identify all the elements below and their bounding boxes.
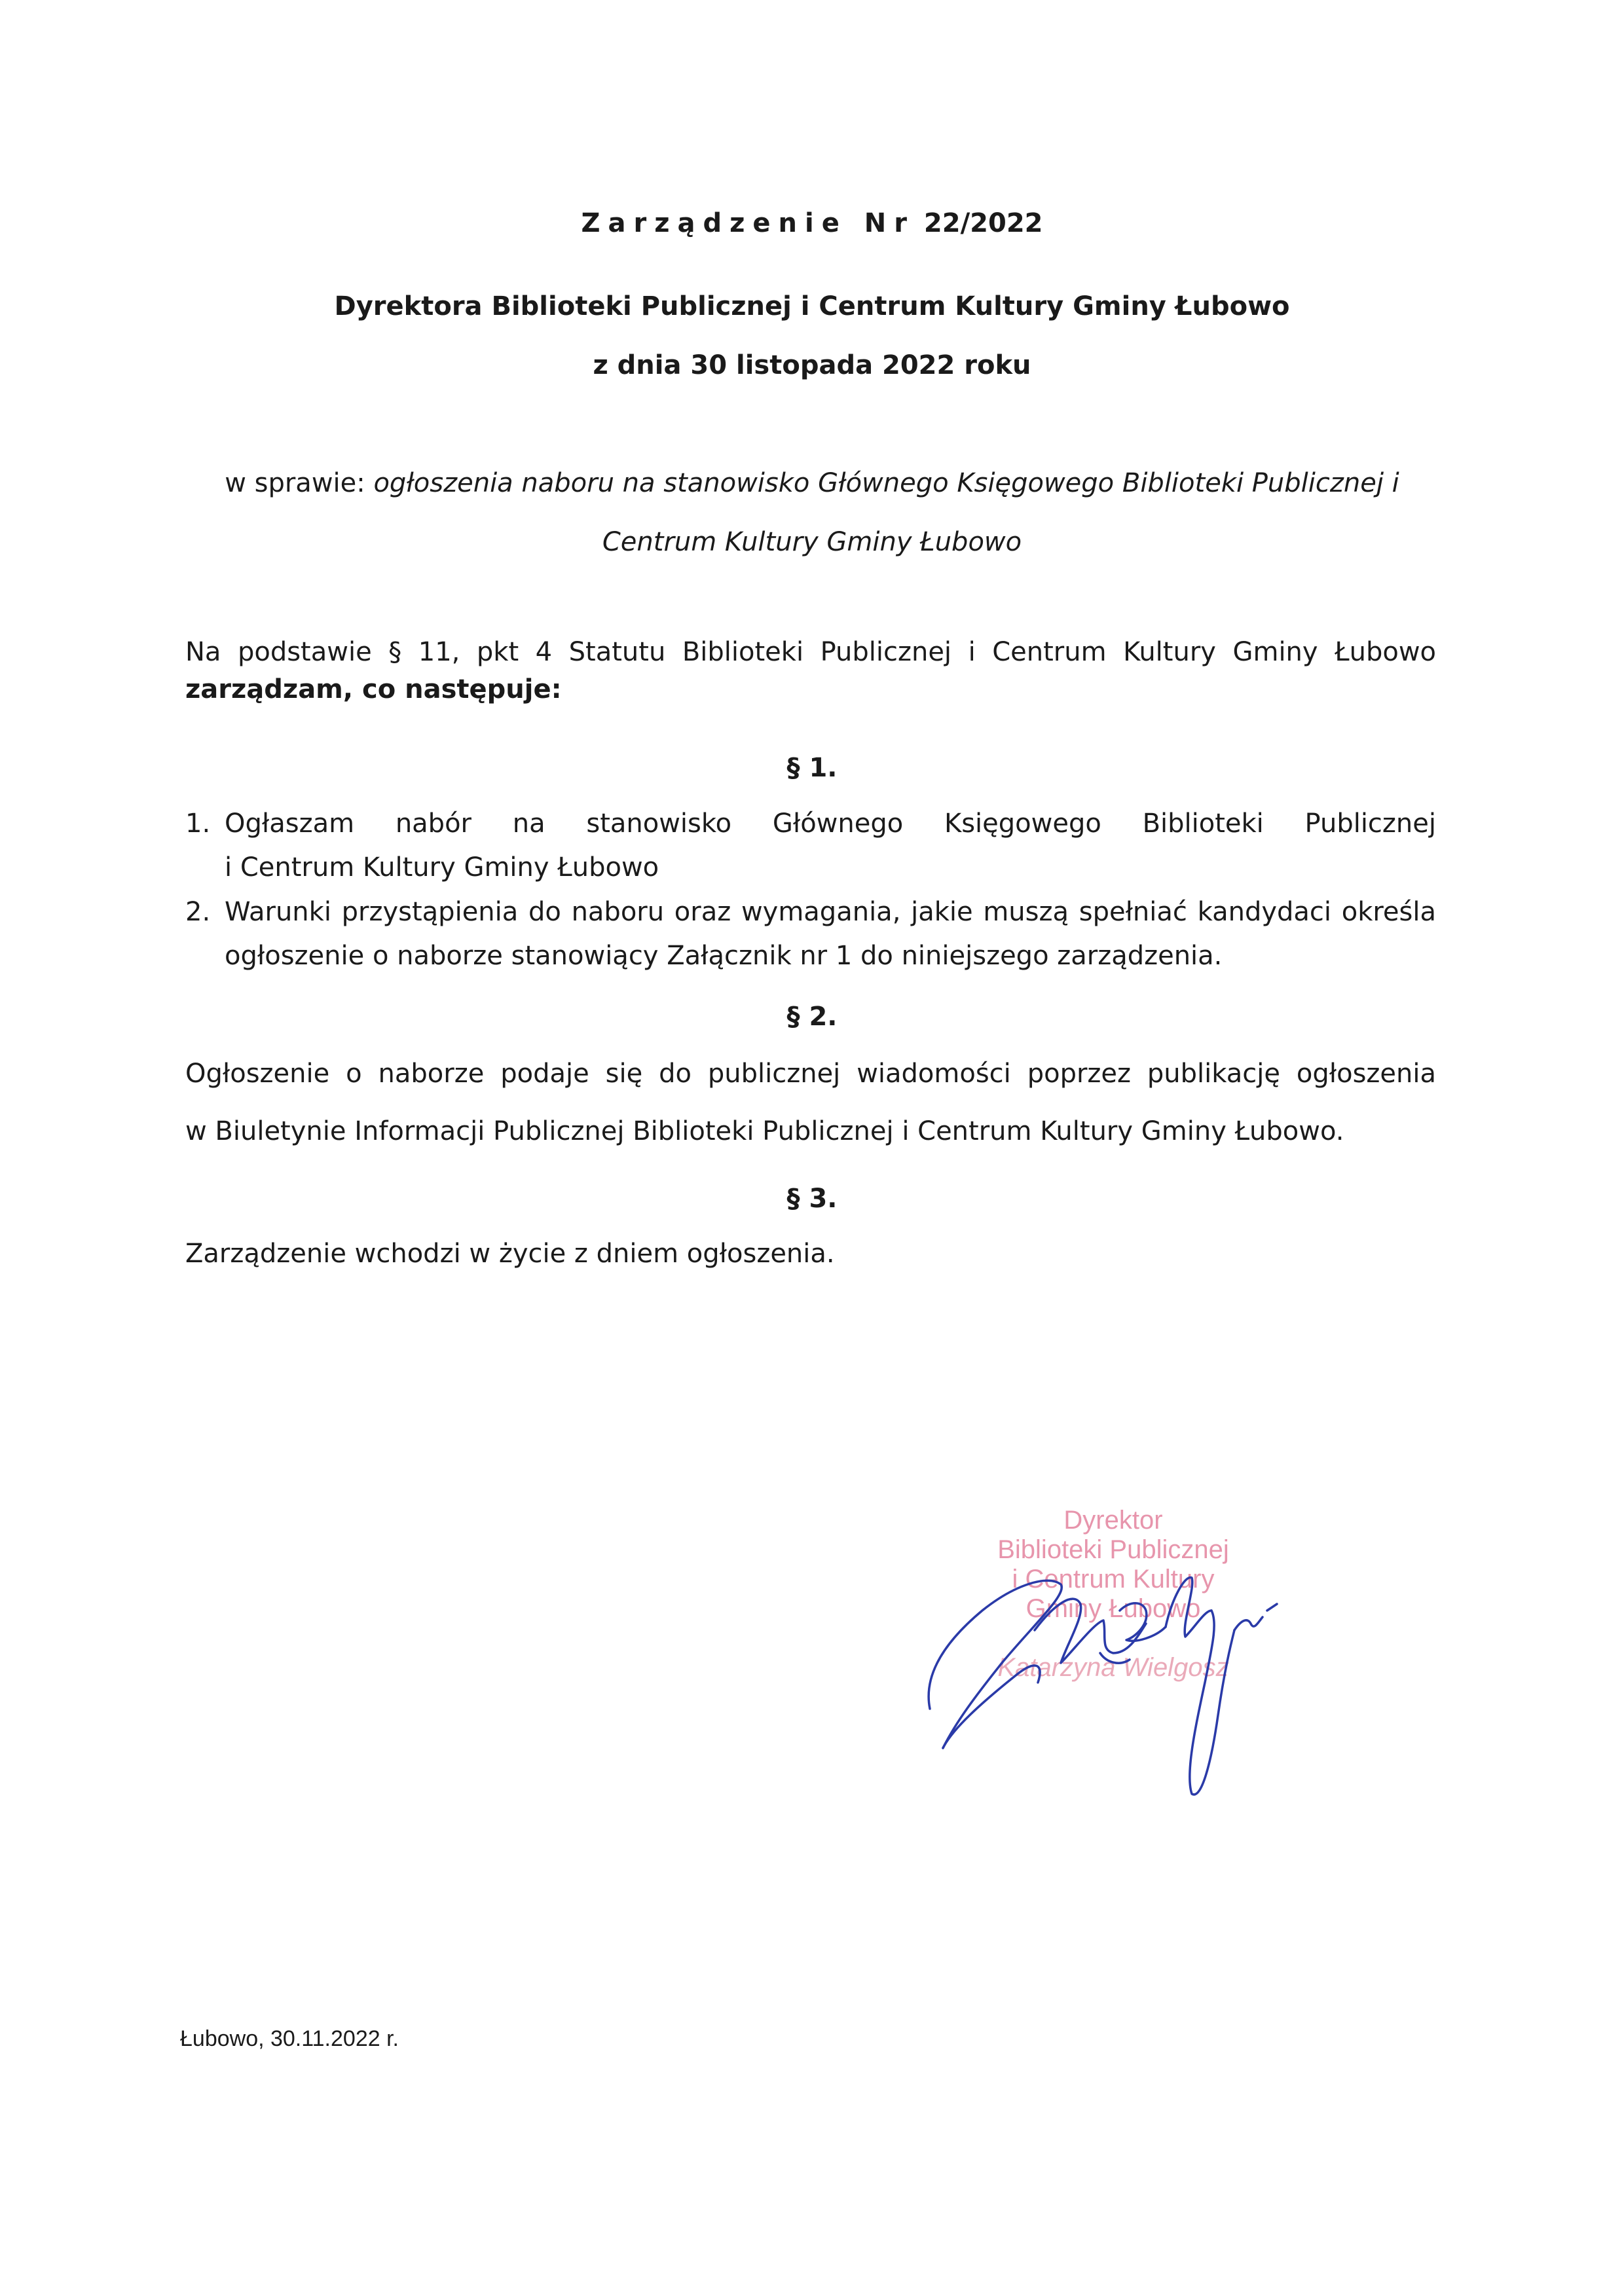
list-item-2-number: 2. <box>185 897 211 927</box>
stamp-name: Katarzyna Wielgosz <box>997 1653 1229 1682</box>
section-2-line-2: w Biuletynie Informacji Publicznej Biblioteki Publicznej i Centrum Kultury Gminy Łubowo. <box>185 1116 1344 1146</box>
list-item-2-line-2: ogłoszenie o naborze stanowiący Załącznik nr 1 do niniejszego zarządzenia. <box>225 941 1223 971</box>
subject-line-2: Centrum Kultury Gminy Łubowo <box>602 527 1022 557</box>
section-3-heading: § 3. <box>786 1184 838 1214</box>
list-item-1-line-1: Ogłaszam nabór na stanowisko Głównego Księgowego Biblioteki Publicznej <box>225 809 1436 839</box>
list-item-1-number: 1. <box>185 809 211 839</box>
legal-basis-line-1: Na podstawie § 11, pkt 4 Statutu Biblioteki Publicznej i Centrum Kultury Gminy Łubowo <box>185 637 1436 667</box>
section-1-heading: § 1. <box>786 753 838 783</box>
stamp-line-4: Gminy Łubowo <box>1025 1594 1201 1623</box>
stamp-line-2: Biblioteki Publicznej <box>997 1535 1229 1564</box>
place-and-date: Łubowo, 30.11.2022 r. <box>180 2026 399 2051</box>
stamp-line-1: Dyrektor <box>1063 1506 1163 1535</box>
subject-prefix: w sprawie: <box>225 468 374 498</box>
section-3-text: Zarządzenie wchodzi w życie z dniem ogłoszenia. <box>185 1239 835 1269</box>
list-item-1-line-2: i Centrum Kultury Gminy Łubowo <box>225 852 659 883</box>
issuer-heading: Dyrektora Biblioteki Publicznej i Centrum Kultury Gminy Łubowo <box>334 291 1290 321</box>
subject-line-1 <box>0 468 1624 498</box>
section-2-line-1: Ogłoszenie o naborze podaje się do publicznej wiadomości poprzez publikację ogłoszenia <box>185 1059 1436 1089</box>
title-number: 22/2022 <box>923 208 1043 238</box>
stamp-line-3: i Centrum Kultury <box>1012 1565 1215 1594</box>
title-prefix: Zarządzenie Nr <box>581 208 915 238</box>
handwritten-signature-icon <box>904 1512 1310 1853</box>
document-title <box>0 208 1624 238</box>
subject-italic-1: ogłoszenia naboru na stanowisko Głównego Księgowego Biblioteki Publicznej i <box>373 468 1399 498</box>
list-item-2-line-1: Warunki przystąpienia do naboru oraz wymagania, jakie muszą spełniać kandydaci określa <box>225 897 1436 927</box>
section-2-heading: § 2. <box>786 1002 838 1032</box>
legal-basis-line-2: zarządzam, co następuje: <box>185 674 562 704</box>
date-heading: z dnia 30 listopada 2022 roku <box>593 350 1031 380</box>
